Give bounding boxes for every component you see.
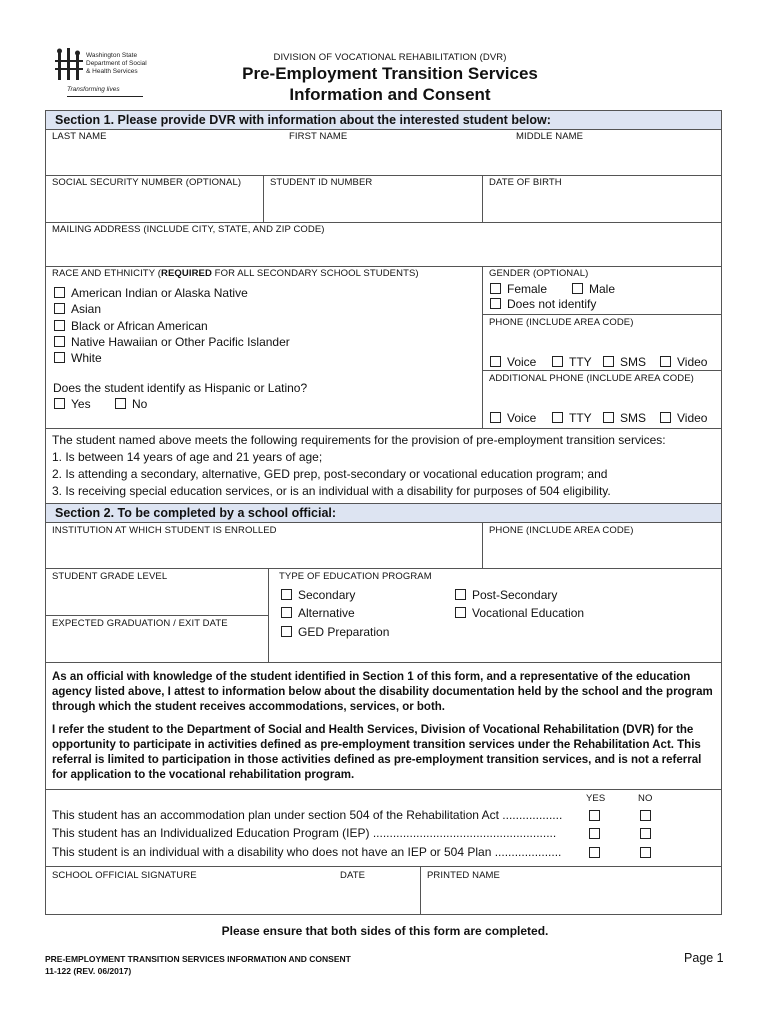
checkbox[interactable]	[54, 352, 65, 363]
disability-no-plan-no-checkbox[interactable]	[640, 847, 651, 858]
checkbox[interactable]	[603, 412, 614, 423]
checkbox[interactable]	[572, 283, 583, 294]
signature-field[interactable]	[48, 883, 328, 911]
phone-label: PHONE (INCLUDE AREA CODE)	[489, 317, 634, 328]
mailing-address-label: MAILING ADDRESS (INCLUDE CITY, STATE, AND ZIP CODE)	[52, 224, 325, 235]
program-post-secondary[interactable]: Post-Secondary	[455, 588, 557, 602]
referral-paragraph: I refer the student to the Department of Social and Health Services, Division of Vocational Rehabilitation (DVR) for the opportunity to participate in activities defined as pre-employment transition services under the Rehabilitation Act. This referral is limited to participation in those activities defined as pre-employment transition services, and is not a referral for application to the vocational rehabilitation program.	[52, 724, 702, 781]
logo-tagline: Transforming lives	[67, 86, 120, 93]
printed-name-field[interactable]	[424, 883, 718, 911]
phone-type-voice[interactable]: Voice	[490, 355, 536, 369]
disability-504-no-checkbox[interactable]	[640, 810, 651, 821]
race-option-american-indian[interactable]: American Indian or Alaska Native	[54, 286, 248, 300]
dob-field[interactable]	[486, 190, 718, 220]
mailing-address-field[interactable]	[48, 237, 718, 263]
yes-column-header: YES	[586, 793, 606, 804]
hispanic-question: Does the student identify as Hispanic or Latino?	[53, 381, 308, 395]
middle-name-label: MIDDLE NAME	[516, 131, 584, 142]
race-option-white[interactable]: White	[54, 351, 102, 365]
additional-phone-field[interactable]	[486, 386, 718, 408]
dob-label: DATE OF BIRTH	[489, 177, 562, 188]
checkbox[interactable]	[54, 320, 65, 331]
last-name-field[interactable]	[48, 142, 278, 172]
school-phone-field[interactable]	[486, 538, 718, 566]
first-name-label: FIRST NAME	[289, 131, 348, 142]
disability-row-iep: This student has an Individualized Education Program (IEP) .......................................................	[52, 826, 557, 840]
logo-agency-line: & Health Services	[86, 68, 138, 75]
program-ged[interactable]: GED Preparation	[281, 625, 389, 639]
no-column-header: NO	[638, 793, 653, 804]
middle-name-field[interactable]	[512, 142, 718, 172]
phone-type-tty[interactable]: TTY	[552, 355, 592, 369]
student-id-field[interactable]	[266, 190, 478, 220]
logo-agency-line: Washington State	[86, 52, 138, 59]
logo-agency-line: Department of Social	[86, 60, 147, 67]
checkbox[interactable]	[490, 356, 501, 367]
grade-level-field[interactable]	[48, 584, 263, 612]
checkbox[interactable]	[54, 398, 65, 409]
student-id-label: STUDENT ID NUMBER	[270, 177, 373, 188]
program-alternative[interactable]: Alternative	[281, 606, 355, 620]
checkbox[interactable]	[54, 336, 65, 347]
institution-field[interactable]	[48, 538, 478, 566]
first-name-field[interactable]	[285, 142, 507, 172]
printed-name-label: PRINTED NAME	[427, 870, 500, 881]
additional-phone-type-voice[interactable]: Voice	[490, 411, 536, 425]
checkbox[interactable]	[455, 607, 466, 618]
race-option-asian[interactable]: Asian	[54, 302, 101, 316]
signature-date-label: DATE	[340, 870, 366, 881]
hispanic-no[interactable]: No	[115, 397, 147, 411]
race-option-pacific-islander[interactable]: Native Hawaiian or Other Pacific Islander	[54, 335, 290, 349]
attestation-paragraph: As an official with knowledge of the student identified in Section 1 of this form, and a representative of the education agency listed above, I attest to information below about the disability documentation held by the school and the program through which the student receives accommodations, services, or both.	[52, 671, 713, 713]
gender-female[interactable]: Female	[490, 282, 547, 296]
section1-heading: Section 1. Please provide DVR with information about the interested student below:	[46, 111, 721, 129]
checkbox[interactable]	[455, 589, 466, 600]
additional-phone-type-tty[interactable]: TTY	[552, 411, 592, 425]
checkbox[interactable]	[490, 412, 501, 423]
program-type-label: TYPE OF EDUCATION PROGRAM	[279, 571, 432, 582]
disability-row-no-plan: This student is an individual with a disability who does not have an IEP or 504 Plan ....................	[52, 845, 562, 859]
checkbox[interactable]	[490, 298, 501, 309]
requirement-item: 1. Is between 14 years of age and 21 years of age;	[52, 450, 323, 464]
checkbox[interactable]	[660, 412, 671, 423]
footer-form-number: 11-122 (REV. 06/2017)	[45, 966, 132, 976]
section2-heading: Section 2. To be completed by a school official:	[46, 504, 721, 522]
hispanic-yes[interactable]: Yes	[54, 397, 91, 411]
disability-row-504: This student has an accommodation plan under section 504 of the Rehabilitation Act ..................	[52, 808, 563, 822]
disability-iep-no-checkbox[interactable]	[640, 828, 651, 839]
disability-504-yes-checkbox[interactable]	[589, 810, 600, 821]
phone-field[interactable]	[486, 330, 718, 352]
grade-level-label: STUDENT GRADE LEVEL	[52, 571, 168, 582]
checkbox[interactable]	[54, 287, 65, 298]
requirement-item: 2. Is attending a secondary, alternative, GED prep, post-secondary or vocational education program; and	[52, 467, 608, 481]
gender-male[interactable]: Male	[572, 282, 615, 296]
checkbox[interactable]	[54, 303, 65, 314]
disability-iep-yes-checkbox[interactable]	[589, 828, 600, 839]
checkbox[interactable]	[552, 412, 563, 423]
ssn-label: SOCIAL SECURITY NUMBER (OPTIONAL)	[52, 177, 242, 188]
footer-form-title: PRE-EMPLOYMENT TRANSITION SERVICES INFORMATION AND CONSENT	[45, 954, 351, 964]
program-secondary[interactable]: Secondary	[281, 588, 355, 602]
checkbox[interactable]	[115, 398, 126, 409]
completion-notice: Please ensure that both sides of this form are completed.	[221, 924, 549, 938]
gender-label: GENDER (OPTIONAL)	[489, 268, 589, 279]
additional-phone-type-sms[interactable]: SMS	[603, 411, 646, 425]
disability-no-plan-yes-checkbox[interactable]	[589, 847, 600, 858]
division-name: DIVISION OF VOCATIONAL REHABILITATION (DVR)	[273, 52, 507, 63]
graduation-date-label: EXPECTED GRADUATION / EXIT DATE	[52, 618, 228, 629]
form-subtitle: Information and Consent	[289, 85, 491, 104]
checkbox[interactable]	[281, 607, 292, 618]
checkbox[interactable]	[490, 283, 501, 294]
page-number: Page 1	[684, 951, 724, 965]
last-name-label: LAST NAME	[52, 131, 107, 142]
additional-phone-label: ADDITIONAL PHONE (INCLUDE AREA CODE)	[489, 373, 694, 384]
gender-not-identify[interactable]: Does not identify	[490, 297, 596, 311]
graduation-date-field[interactable]	[48, 632, 263, 658]
checkbox[interactable]	[660, 356, 671, 367]
requirement-item: 3. Is receiving special education services, or is an individual with a disability for purposes of 504 eligibility.	[52, 484, 611, 498]
signature-date-field[interactable]	[336, 883, 416, 911]
additional-phone-type-video[interactable]: Video	[660, 411, 707, 425]
race-option-black[interactable]: Black or African American	[54, 319, 208, 333]
school-phone-label: PHONE (INCLUDE AREA CODE)	[489, 525, 634, 536]
program-vocational[interactable]: Vocational Education	[455, 606, 584, 620]
checkbox[interactable]	[603, 356, 614, 367]
checkbox[interactable]	[281, 626, 292, 637]
requirements-intro: The student named above meets the following requirements for the provision of pre-employment transition services:	[52, 433, 666, 447]
signature-label: SCHOOL OFFICIAL SIGNATURE	[52, 870, 197, 881]
ssn-field[interactable]	[48, 190, 260, 220]
checkbox[interactable]	[281, 589, 292, 600]
phone-type-sms[interactable]: SMS	[603, 355, 646, 369]
form-title: Pre-Employment Transition Services	[242, 64, 538, 83]
checkbox[interactable]	[552, 356, 563, 367]
institution-label: INSTITUTION AT WHICH STUDENT IS ENROLLED	[52, 525, 277, 536]
race-ethnicity-label: RACE AND ETHNICITY (REQUIRED FOR ALL SECONDARY SCHOOL STUDENTS)	[52, 268, 419, 279]
phone-type-video[interactable]: Video	[660, 355, 707, 369]
